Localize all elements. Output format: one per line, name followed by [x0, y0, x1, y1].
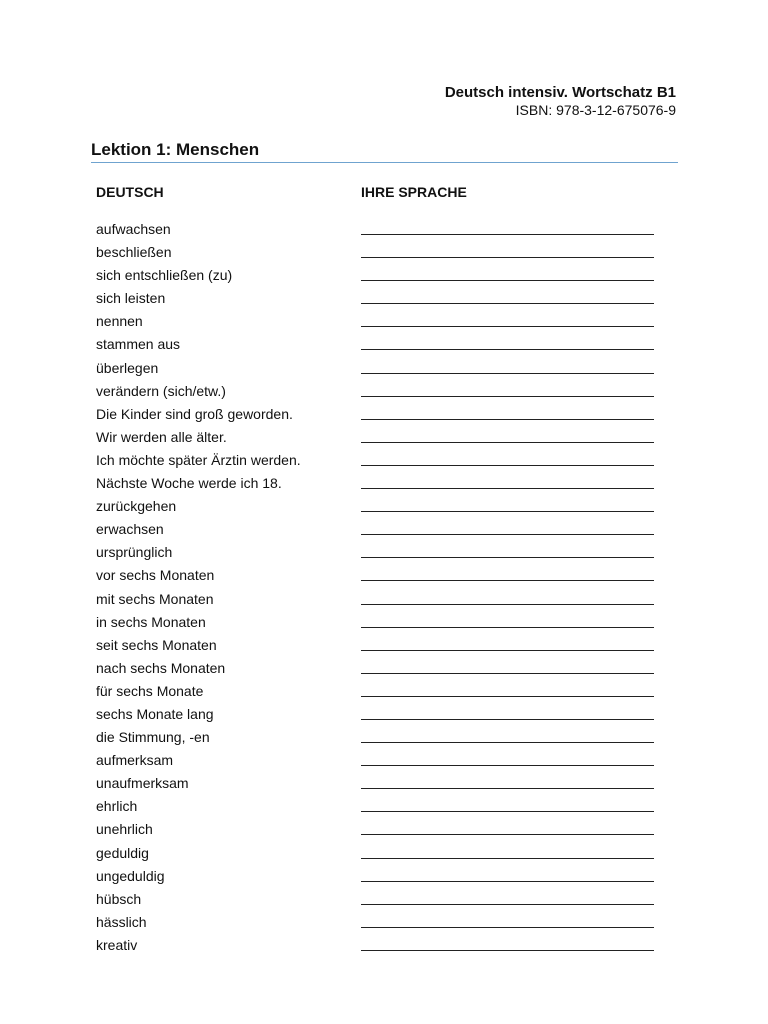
- translation-answer-line[interactable]: [361, 280, 654, 281]
- vocabulary-row: [96, 636, 656, 659]
- vocabulary-row: [96, 312, 656, 335]
- vocabulary-row: [96, 659, 656, 682]
- translation-answer-line[interactable]: [361, 834, 654, 835]
- vocabulary-term: geduldig: [96, 844, 149, 861]
- vocabulary-term: ursprünglich: [96, 544, 173, 561]
- vocabulary-row: [96, 913, 656, 936]
- translation-answer-line[interactable]: [361, 303, 654, 304]
- translation-answer-line[interactable]: [361, 742, 654, 743]
- vocabulary-term: sich entschließen (zu): [96, 267, 233, 284]
- vocabulary-term: kreativ: [96, 936, 138, 953]
- vocabulary-term: stammen aus: [96, 336, 181, 353]
- vocabulary-term: seit sechs Monaten: [96, 636, 217, 653]
- translation-answer-line[interactable]: [361, 927, 654, 928]
- translation-answer-line[interactable]: [361, 442, 654, 443]
- vocabulary-row: [96, 405, 656, 428]
- vocabulary-row: [96, 751, 656, 774]
- vocabulary-row: [96, 359, 656, 382]
- vocabulary-term: nennen: [96, 313, 143, 330]
- vocabulary-term: beschließen: [96, 244, 172, 261]
- translation-answer-line[interactable]: [361, 326, 654, 327]
- translation-answer-line[interactable]: [361, 419, 654, 420]
- translation-answer-line[interactable]: [361, 858, 654, 859]
- vocabulary-row: [96, 382, 656, 405]
- translation-answer-line[interactable]: [361, 257, 654, 258]
- translation-answer-line[interactable]: [361, 627, 654, 628]
- translation-answer-line[interactable]: [361, 396, 654, 397]
- vocabulary-term: zurückgehen: [96, 498, 177, 515]
- translation-answer-line[interactable]: [361, 234, 654, 235]
- title-divider: [91, 162, 678, 163]
- vocabulary-term: mit sechs Monaten: [96, 590, 214, 607]
- translation-answer-line[interactable]: [361, 719, 654, 720]
- vocabulary-term: Ich möchte später Ärztin werden.: [96, 451, 301, 468]
- translation-answer-line[interactable]: [361, 373, 654, 374]
- vocabulary-list: [96, 220, 656, 959]
- vocabulary-row: [96, 520, 656, 543]
- vocabulary-row: [96, 820, 656, 843]
- vocabulary-term: Die Kinder sind groß geworden.: [96, 405, 293, 422]
- vocabulary-term: für sechs Monate: [96, 682, 204, 699]
- translation-answer-line[interactable]: [361, 811, 654, 812]
- vocabulary-row: [96, 474, 656, 497]
- translation-answer-line[interactable]: [361, 604, 654, 605]
- vocabulary-term: überlegen: [96, 359, 159, 376]
- vocabulary-row: [96, 220, 656, 243]
- vocabulary-row: [96, 428, 656, 451]
- vocabulary-term: ehrlich: [96, 798, 138, 815]
- translation-answer-line[interactable]: [361, 904, 654, 905]
- vocabulary-row: [96, 774, 656, 797]
- vocabulary-row: [96, 728, 656, 751]
- translation-answer-line[interactable]: [361, 696, 654, 697]
- translation-answer-line[interactable]: [361, 673, 654, 674]
- vocabulary-term: sechs Monate lang: [96, 705, 214, 722]
- vocabulary-term: unaufmerksam: [96, 775, 189, 792]
- translation-answer-line[interactable]: [361, 534, 654, 535]
- vocabulary-row: [96, 890, 656, 913]
- vocabulary-row: [96, 936, 656, 959]
- vocabulary-row: [96, 844, 656, 867]
- vocabulary-term: hübsch: [96, 890, 142, 907]
- translation-answer-line[interactable]: [361, 349, 654, 350]
- vocabulary-row: [96, 497, 656, 520]
- vocabulary-term: Nächste Woche werde ich 18.: [96, 475, 282, 492]
- vocabulary-row: [96, 867, 656, 890]
- vocabulary-term: aufwachsen: [96, 221, 171, 237]
- vocabulary-row: [96, 289, 656, 312]
- vocabulary-term: unehrlich: [96, 821, 153, 838]
- vocabulary-row: [96, 543, 656, 566]
- vocabulary-term: ungeduldig: [96, 867, 165, 884]
- translation-answer-line[interactable]: [361, 465, 654, 466]
- vocabulary-term: sich leisten: [96, 290, 166, 307]
- vocabulary-row: [96, 451, 656, 474]
- translation-answer-line[interactable]: [361, 650, 654, 651]
- isbn-number: ISBN: 978-3-12-675076-9: [515, 102, 676, 118]
- translation-answer-line[interactable]: [361, 511, 654, 512]
- vocabulary-term: erwachsen: [96, 521, 164, 538]
- vocabulary-row: [96, 266, 656, 289]
- vocabulary-term: nach sechs Monaten: [96, 659, 226, 676]
- vocabulary-term: verändern (sich/etw.): [96, 382, 226, 399]
- lesson-title: Lektion 1: Menschen: [91, 140, 260, 159]
- translation-answer-line[interactable]: [361, 488, 654, 489]
- translation-answer-line[interactable]: [361, 580, 654, 581]
- vocabulary-term: aufmerksam: [96, 752, 174, 769]
- vocabulary-term: Wir werden alle älter.: [96, 428, 227, 445]
- translation-answer-line[interactable]: [361, 788, 654, 789]
- vocabulary-row: [96, 566, 656, 589]
- translation-answer-line[interactable]: [361, 557, 654, 558]
- page-header: [445, 84, 676, 118]
- translation-answer-line[interactable]: [361, 765, 654, 766]
- book-title: Deutsch intensiv. Wortschatz B1: [444, 84, 676, 101]
- column-header-deutsch: DEUTSCH: [96, 184, 164, 200]
- vocabulary-row: [96, 243, 656, 266]
- vocabulary-term: die Stimmung, -en: [96, 729, 210, 746]
- vocabulary-term: in sechs Monaten: [96, 613, 206, 630]
- translation-answer-line[interactable]: [361, 881, 654, 882]
- vocabulary-row: [96, 682, 656, 705]
- column-header-ihre-sprache: IHRE SPRACHE: [361, 184, 467, 200]
- vocabulary-row: [96, 613, 656, 636]
- translation-answer-line[interactable]: [361, 950, 654, 951]
- vocabulary-term: vor sechs Monaten: [96, 567, 215, 584]
- vocabulary-row: [96, 797, 656, 820]
- vocabulary-row: [96, 590, 656, 613]
- vocabulary-row: [96, 705, 656, 728]
- vocabulary-term: hässlich: [96, 913, 147, 930]
- vocabulary-row: [96, 335, 656, 358]
